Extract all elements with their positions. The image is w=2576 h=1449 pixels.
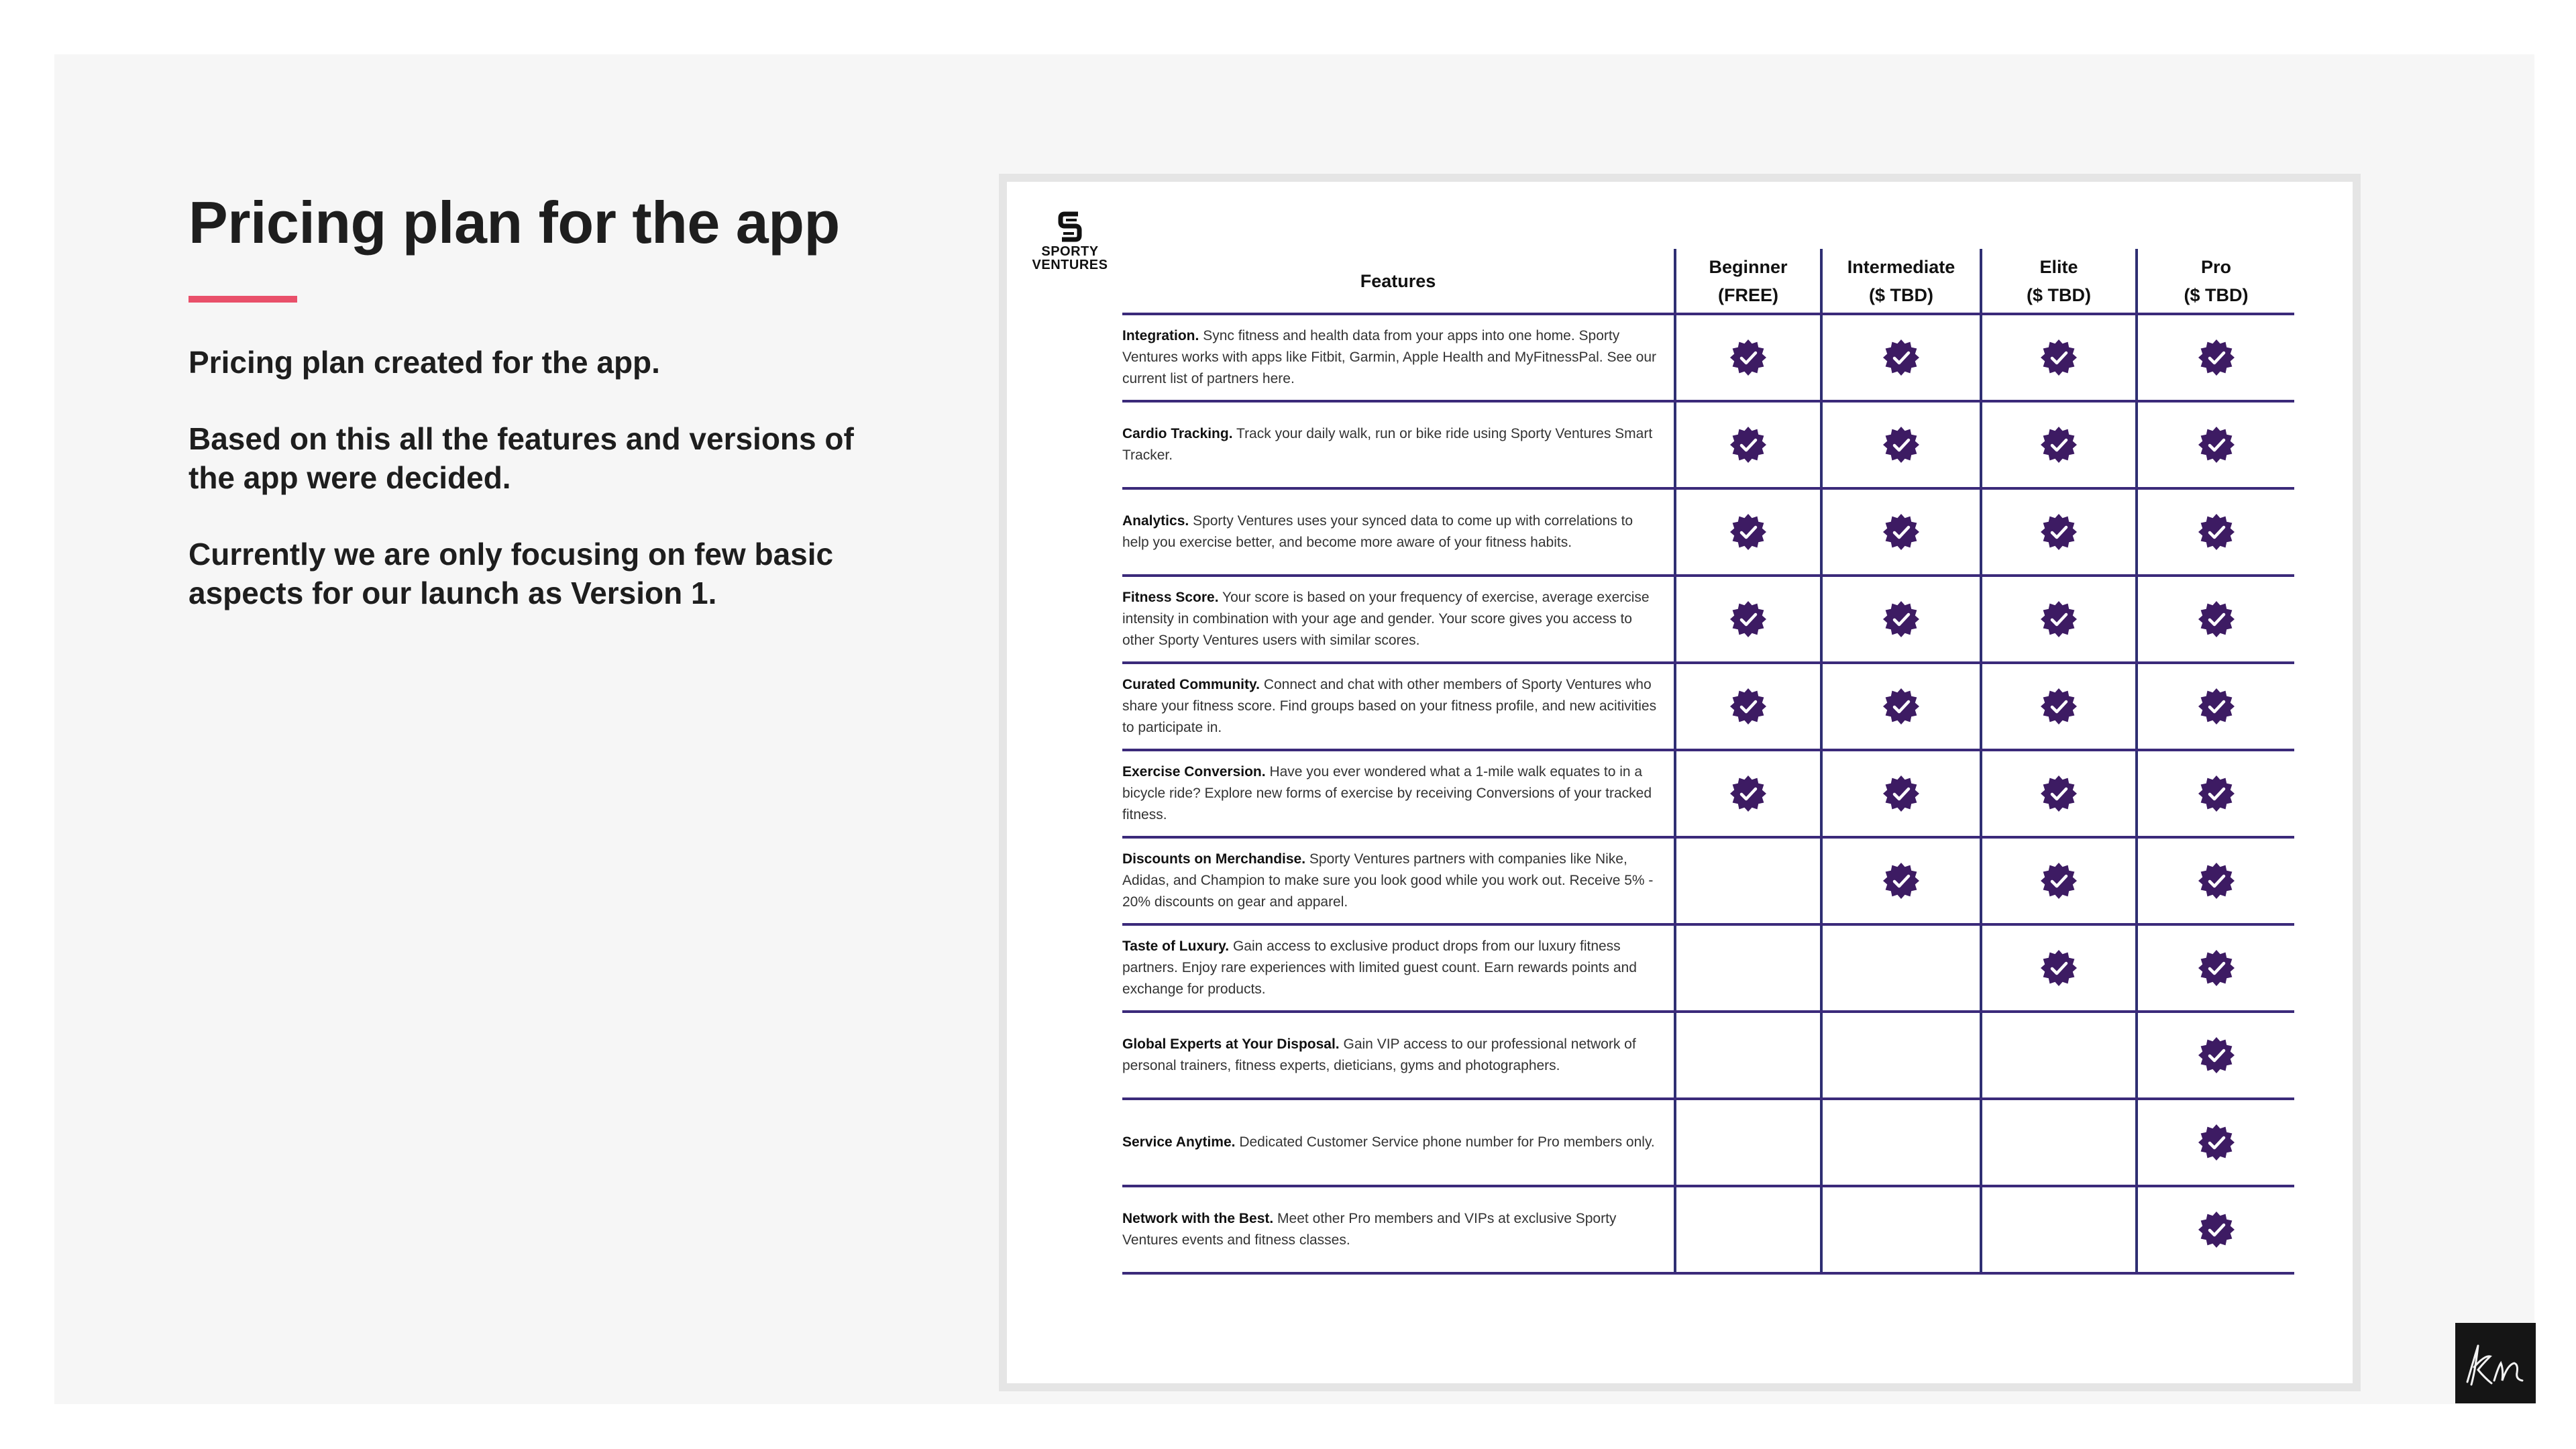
plan-name: Intermediate (1847, 256, 1955, 277)
features-header: Features (1122, 249, 1675, 314)
plan-check-cell (1981, 314, 2137, 401)
plan-check-cell (1821, 488, 1981, 576)
plan-check-cell (2137, 1012, 2294, 1099)
plan-check-cell (1675, 576, 1821, 663)
table-row (1122, 663, 2294, 750)
plan-header-beginner (1675, 249, 1821, 314)
kn-signature-logo (2455, 1323, 2536, 1403)
feature-name: Exercise Conversion. (1122, 764, 1266, 780)
plan-header-elite (1981, 249, 2137, 314)
verified-badge-icon (1729, 600, 1768, 639)
feature-name: Fitness Score. (1122, 590, 1219, 605)
verified-badge-icon (2039, 513, 2078, 551)
feature-description (1122, 837, 1675, 924)
feature-detail: Gain VIP access to our professional network of personal trainers, fitness experts, dieticians, gyms and photographers. (1122, 1036, 1636, 1073)
plan-check-cell (2137, 401, 2294, 488)
plan-check-cell (2137, 314, 2294, 401)
table-row (1122, 314, 2294, 401)
pricing-table (1122, 249, 2294, 1275)
plan-check-cell (1675, 1186, 1821, 1273)
feature-name: Cardio Tracking. (1122, 426, 1233, 441)
title-accent-bar (189, 296, 297, 303)
plan-check-cell (1821, 663, 1981, 750)
plan-check-cell (1675, 314, 1821, 401)
plan-check-cell (2137, 1186, 2294, 1273)
verified-badge-icon (1882, 774, 1921, 813)
feature-description (1122, 314, 1675, 401)
plan-check-cell (1821, 924, 1981, 1012)
plan-check-cell (1675, 1099, 1821, 1186)
plan-price: ($ TBD) (2184, 284, 2249, 305)
verified-badge-icon (2039, 861, 2078, 900)
feature-name: Taste of Luxury. (1122, 938, 1230, 954)
verified-badge-icon (2197, 687, 2236, 726)
body-paragraph: Based on this all the features and versions of the app were decided. (189, 421, 854, 495)
plan-check-cell (1981, 750, 2137, 837)
feature-detail: Your score is based on your frequency of exercise, average exercise intensity in combination with your age and gender. Your score gives you access to other Sporty Ventures users with similar scores. (1122, 590, 1650, 648)
plan-check-cell (1675, 401, 1821, 488)
plan-check-cell (1981, 576, 2137, 663)
pricing-table-body (1122, 314, 2294, 1273)
plan-check-cell (1821, 837, 1981, 924)
pricing-card (1007, 182, 2353, 1383)
verified-badge-icon (2039, 600, 2078, 639)
verified-badge-icon (2039, 774, 2078, 813)
body-paragraph: Pricing plan created for the app. (189, 345, 660, 380)
plan-check-cell (2137, 488, 2294, 576)
feature-description (1122, 663, 1675, 750)
feature-description (1122, 576, 1675, 663)
plan-check-cell (1821, 1012, 1981, 1099)
verified-badge-icon (1729, 774, 1768, 813)
brand-name-line2: VENTURES (1032, 258, 1108, 272)
feature-description (1122, 924, 1675, 1012)
feature-name: Integration. (1122, 328, 1199, 343)
plan-check-cell (2137, 576, 2294, 663)
feature-name: Discounts on Merchandise. (1122, 851, 1306, 867)
plan-check-cell (2137, 1099, 2294, 1186)
verified-badge-icon (2197, 1210, 2236, 1249)
table-row (1122, 1186, 2294, 1273)
plan-check-cell (1981, 1012, 2137, 1099)
verified-badge-icon (1882, 338, 1921, 377)
verified-badge-icon (1729, 513, 1768, 551)
verified-badge-icon (1729, 687, 1768, 726)
plan-check-cell (1675, 488, 1821, 576)
feature-description (1122, 1099, 1675, 1186)
plan-check-cell (2137, 750, 2294, 837)
plan-name: Beginner (1709, 256, 1788, 277)
plan-check-cell (1981, 1186, 2137, 1273)
feature-name: Network with the Best. (1122, 1211, 1274, 1226)
verified-badge-icon (1882, 600, 1921, 639)
verified-badge-icon (2197, 338, 2236, 377)
body-paragraph: Currently we are only focusing on few basic aspects for our launch as Version 1. (189, 537, 834, 610)
plan-check-cell (1821, 314, 1981, 401)
feature-name: Service Anytime. (1122, 1134, 1236, 1150)
feature-detail: Sync fitness and health data from your apps into one home. Sporty Ventures works with apps like Fitbit, Garmin, Apple Health and MyFitnessPal. See our current list of partners here. (1122, 328, 1657, 386)
verified-badge-icon (2197, 1036, 2236, 1075)
plan-check-cell (1981, 837, 2137, 924)
feature-name: Analytics. (1122, 513, 1189, 529)
verified-badge-icon (2039, 338, 2078, 377)
table-row (1122, 576, 2294, 663)
verified-badge-icon (2039, 425, 2078, 464)
brand-logo (1030, 209, 1110, 272)
verified-badge-icon (2039, 949, 2078, 987)
plan-check-cell (1981, 401, 2137, 488)
plan-check-cell (1981, 1099, 2137, 1186)
table-row (1122, 924, 2294, 1012)
feature-description (1122, 488, 1675, 576)
plan-check-cell (1821, 1186, 1981, 1273)
plan-check-cell (1981, 663, 2137, 750)
plan-check-cell (2137, 663, 2294, 750)
feature-description (1122, 750, 1675, 837)
plan-header-pro (2137, 249, 2294, 314)
feature-description (1122, 1012, 1675, 1099)
slide-body (189, 343, 859, 650)
kn-signature-icon (2455, 1323, 2536, 1403)
verified-badge-icon (1729, 338, 1768, 377)
verified-badge-icon (1729, 425, 1768, 464)
pricing-table-image (999, 174, 2361, 1391)
table-row (1122, 750, 2294, 837)
plan-check-cell (1821, 750, 1981, 837)
feature-detail: Sporty Ventures partners with companies like Nike, Adidas, and Champion to make sure you look good while you work out. Receive 5% - 20% discounts on gear and apparel. (1122, 851, 1654, 910)
plan-price: ($ TBD) (2027, 284, 2091, 305)
s-logo-icon (1057, 209, 1083, 245)
verified-badge-icon (2197, 774, 2236, 813)
verified-badge-icon (1882, 861, 1921, 900)
verified-badge-icon (2197, 600, 2236, 639)
verified-badge-icon (2197, 513, 2236, 551)
plan-check-cell (1981, 488, 2137, 576)
verified-badge-icon (2039, 687, 2078, 726)
plan-header-intermediate (1821, 249, 1981, 314)
plan-price: (FREE) (1718, 284, 1778, 305)
feature-detail: Gain access to exclusive product drops from our luxury fitness partners. Enjoy rare experiences with limited guest count. Earn rewards points and exchange for products. (1122, 938, 1637, 997)
brand-name-line1: SPORTY (1041, 244, 1099, 259)
plan-check-cell (2137, 837, 2294, 924)
plan-check-cell (2137, 924, 2294, 1012)
feature-detail: Have you ever wondered what a 1-mile walk equates to in a bicycle ride? Explore new forms of exercise by receiving Conversions of your tracked fitness. (1122, 764, 1652, 822)
feature-name: Global Experts at Your Disposal. (1122, 1036, 1340, 1052)
plan-check-cell (1675, 750, 1821, 837)
plan-price: ($ TBD) (1869, 284, 1933, 305)
plan-name: Elite (2039, 256, 2078, 277)
plan-check-cell (1821, 401, 1981, 488)
plan-name: Pro (2200, 256, 2231, 277)
verified-badge-icon (2197, 861, 2236, 900)
verified-badge-icon (1882, 687, 1921, 726)
plan-check-cell (1675, 1012, 1821, 1099)
table-row (1122, 1099, 2294, 1186)
verified-badge-icon (2197, 949, 2236, 987)
table-header-row (1122, 249, 2294, 314)
slide (54, 54, 2534, 1404)
feature-description (1122, 401, 1675, 488)
plan-check-cell (1821, 1099, 1981, 1186)
table-row (1122, 837, 2294, 924)
page-title: Pricing plan for the app (189, 189, 840, 256)
verified-badge-icon (2197, 1123, 2236, 1162)
plan-check-cell (1981, 924, 2137, 1012)
feature-detail: Sporty Ventures uses your synced data to come up with correlations to help you exercise better, and become more aware of your fitness habits. (1122, 513, 1633, 550)
table-row (1122, 1012, 2294, 1099)
feature-name: Curated Community. (1122, 677, 1260, 692)
verified-badge-icon (2197, 425, 2236, 464)
feature-detail: Meet other Pro members and VIPs at exclusive Sporty Ventures events and fitness classes. (1122, 1211, 1617, 1248)
verified-badge-icon (1882, 425, 1921, 464)
feature-detail: Connect and chat with other members of Sporty Ventures who share your fitness score. Find groups based on your fitness profile, and new acitivities to participate in. (1122, 677, 1657, 735)
feature-detail: Track your daily walk, run or bike ride using Sporty Ventures Smart Tracker. (1122, 426, 1653, 463)
feature-detail: Dedicated Customer Service phone number for Pro members only. (1239, 1134, 1655, 1150)
plan-check-cell (1821, 576, 1981, 663)
table-row (1122, 401, 2294, 488)
table-row (1122, 488, 2294, 576)
plan-check-cell (1675, 837, 1821, 924)
plan-check-cell (1675, 924, 1821, 1012)
feature-description (1122, 1186, 1675, 1273)
plan-check-cell (1675, 663, 1821, 750)
verified-badge-icon (1882, 513, 1921, 551)
